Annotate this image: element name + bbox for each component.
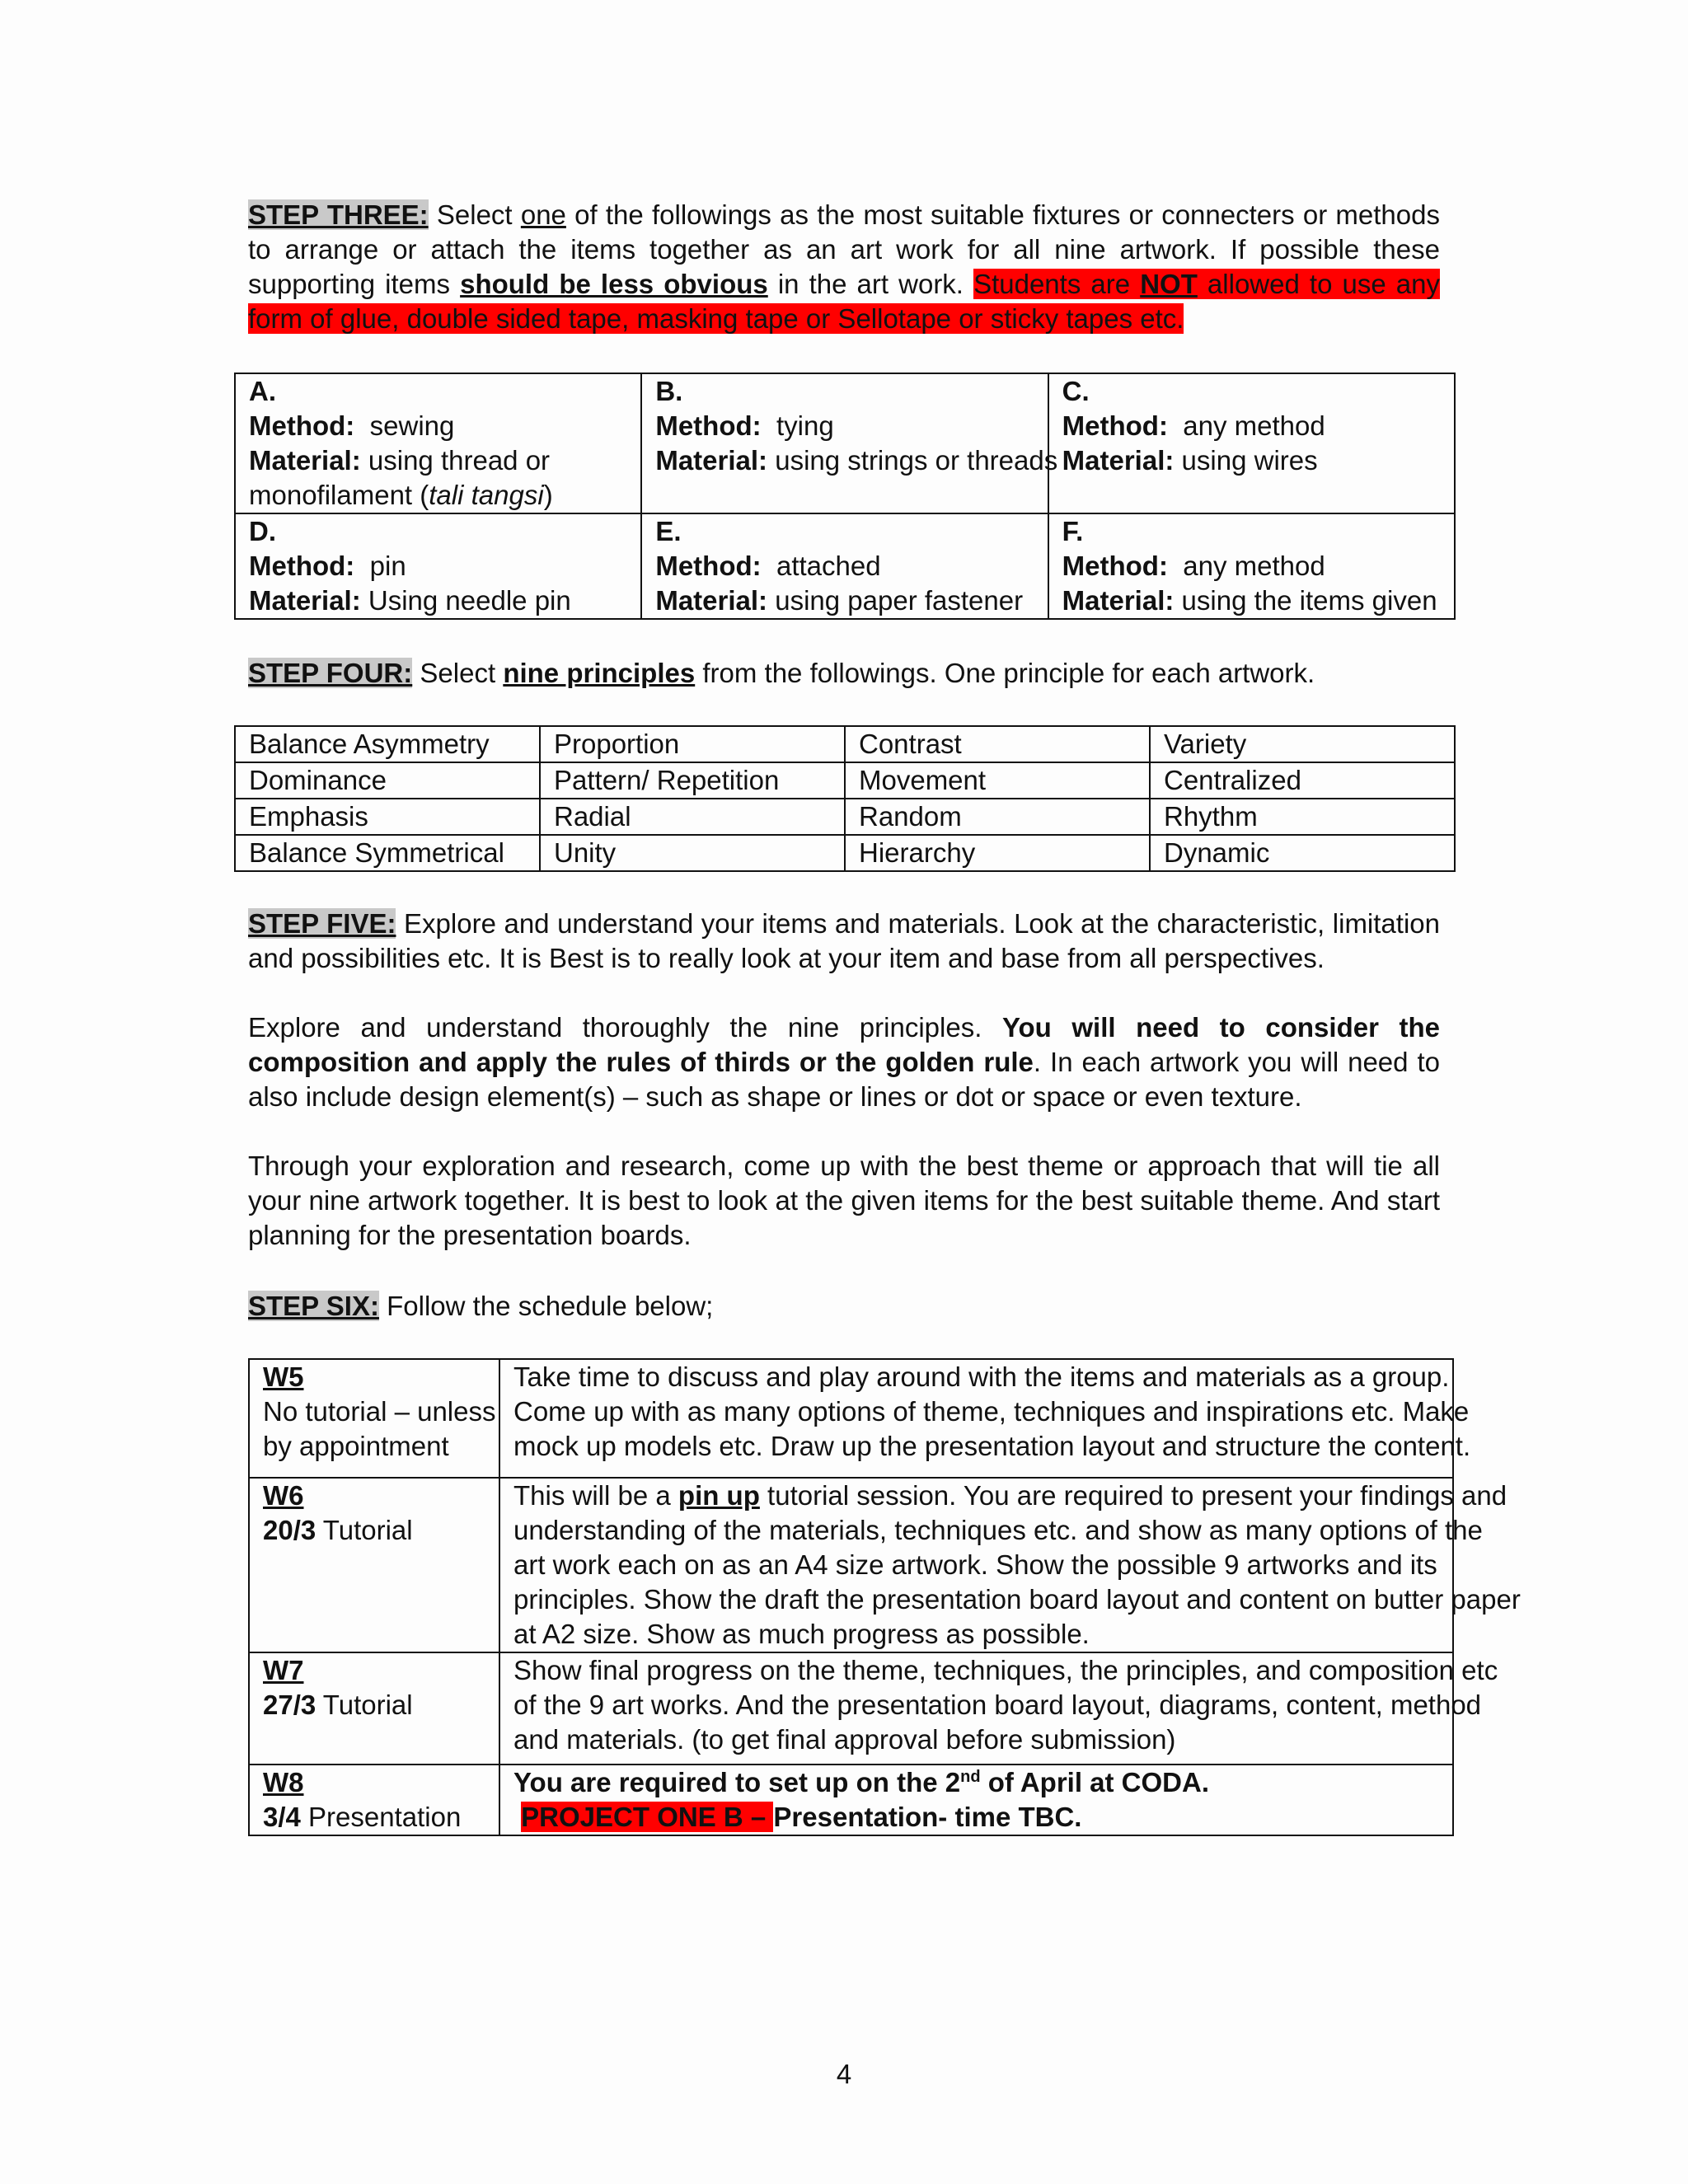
principle-cell: Proportion xyxy=(540,726,845,762)
principle-cell: Centralized xyxy=(1150,762,1455,799)
week-cell: W5 No tutorial – unless by appointment xyxy=(249,1359,499,1478)
task-cell: Show final progress on the theme, techniques, the principles, and composition etc of the 9 art works. And the presentation board layout, diagrams, content, method and materials. (to get final approval before submission) xyxy=(499,1652,1453,1765)
step-three-paragraph: STEP THREE: Select one of the followings as the most suitable fixtures or connecters or methods to arrange or attach the items together as an art work for all nine artwork. If possible these supporting items should be less obvious in the art work. Students are NOT allowed to use any form of glue, double sided tape, masking tape or Sellotape or sticky tapes etc. xyxy=(248,199,1441,334)
week-cell: W8 3/4 Presentation xyxy=(249,1765,499,1835)
week-cell: W6 20/3 Tutorial xyxy=(249,1478,499,1652)
principle-cell: Balance Asymmetry xyxy=(235,726,540,762)
principles-paragraph: Explore and understand thoroughly the nine principles. You will need to consider the composition and apply the rules of thirds or the golden rule. In each artwork you will need to also include design element(s) – such as shape or lines or dot or space or even texture. xyxy=(248,1012,1440,1112)
step-three-label: STEP THREE: xyxy=(248,199,429,230)
principle-cell: Radial xyxy=(540,799,845,835)
method-option-a: A. Method: sewing Material: using thread or monofilament (tali tangsi) xyxy=(235,373,641,513)
principle-cell: Rhythm xyxy=(1150,799,1455,835)
table-row xyxy=(235,726,1455,762)
principle-cell: Variety xyxy=(1150,726,1455,762)
method-option-d: D. Method: pin Material: Using needle pin xyxy=(235,513,641,619)
glue-warning: Students are NOT allowed to use any form of glue, double sided tape, masking tape or Sellotape or sticky tapes etc. xyxy=(248,269,1441,334)
method-option-b: B. Method: tying Material: using strings or threads xyxy=(641,373,1048,513)
step-four-paragraph: STEP FOUR: Select nine principles from the followings. One principle for each artwork. xyxy=(248,658,1315,688)
table-row xyxy=(235,762,1455,799)
week-cell: W7 27/3 Tutorial xyxy=(249,1652,499,1765)
method-option-e: E. Method: attached Material: using paper fastener xyxy=(641,513,1048,619)
step-six-label: STEP SIX: xyxy=(248,1291,379,1321)
theme-paragraph: Through your exploration and research, come up with the best theme or approach that will tie all your nine artwork together. It is best to look at the given items for the best suitable theme. And start planning for the presentation boards. xyxy=(248,1151,1440,1250)
task-cell: This will be a pin up tutorial session. You are required to present your findings and understanding of the materials, techniques etc. and show as many options of the art work each on as an A4 size artwork. Show the possible 9 artworks and its principles. Show the draft the presentation board layout and content on butter paper at A2 size. Show as much progress as possible. xyxy=(499,1478,1453,1652)
schedule-row-w8 xyxy=(249,1765,1453,1835)
principle-cell: Emphasis xyxy=(235,799,540,835)
step-five-paragraph: STEP FIVE: Explore and understand your items and materials. Look at the characteristic, limitation and possibilities etc. It is Best is to really look at your item and base from all perspectives. xyxy=(248,908,1440,973)
method-option-c: C. Method: any method Material: using wires xyxy=(1048,373,1455,513)
principle-cell: Dynamic xyxy=(1150,835,1455,871)
principle-cell: Movement xyxy=(845,762,1150,799)
principle-cell: Contrast xyxy=(845,726,1150,762)
principle-cell: Dominance xyxy=(235,762,540,799)
schedule-table xyxy=(248,1358,1521,1836)
step-six-paragraph: STEP SIX: Follow the schedule below; xyxy=(248,1291,714,1321)
task-cell: Take time to discuss and play around with the items and materials as a group. Come up with as many options of theme, techniques and inspirations etc. Make mock up models etc. Draw up the presentation layout and structure the content. xyxy=(499,1359,1453,1478)
principle-cell: Pattern/ Repetition xyxy=(540,762,845,799)
principle-cell: Hierarchy xyxy=(845,835,1150,871)
step-five-label: STEP FIVE: xyxy=(248,908,396,939)
schedule-row-w7 xyxy=(249,1652,1453,1765)
project-badge: PROJECT ONE B – xyxy=(521,1802,774,1832)
principle-cell: Balance Symmetrical xyxy=(235,835,540,871)
principles-table xyxy=(234,725,1456,872)
schedule-row-w5 xyxy=(249,1359,1453,1478)
principle-cell: Unity xyxy=(540,835,845,871)
table-row xyxy=(235,835,1455,871)
task-cell: You are required to set up on the 2nd of April at CODA. PROJECT ONE B – Presentation- time TBC. xyxy=(499,1765,1453,1835)
schedule-row-w6 xyxy=(249,1478,1453,1652)
method-option-f: F. Method: any method Material: using the items given xyxy=(1048,513,1455,619)
methods-table xyxy=(234,373,1456,620)
page-number: 4 xyxy=(836,2059,852,2089)
step-four-label: STEP FOUR: xyxy=(248,658,413,688)
table-row xyxy=(235,799,1455,835)
principle-cell: Random xyxy=(845,799,1150,835)
